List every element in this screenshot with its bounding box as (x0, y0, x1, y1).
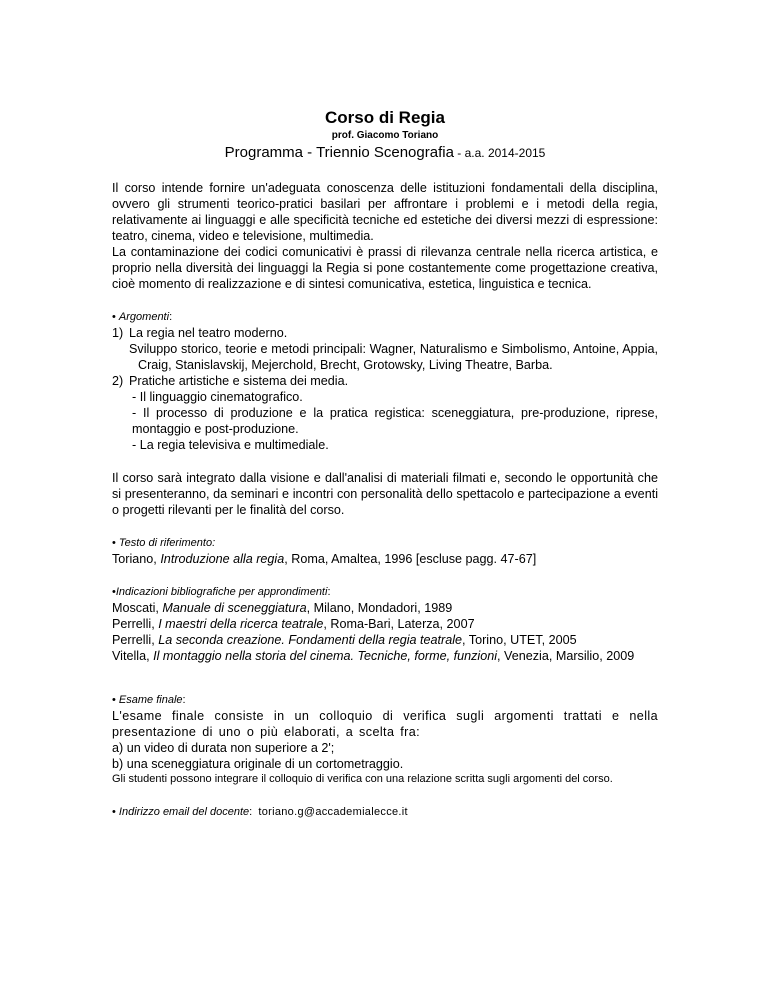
entry-rest: , Venezia, Marsilio, 2009 (497, 649, 635, 663)
esame-section (112, 692, 658, 787)
argomenti-heading-label: Argomenti (118, 311, 170, 323)
document-header (112, 108, 658, 162)
entry-author: Perrelli, (112, 633, 159, 647)
entry-rest: , Roma-Bari, Laterza, 2007 (323, 617, 475, 631)
bullet-icon: • (112, 806, 116, 818)
esame-option-b: b) una sceneggiatura originale di un cortometraggio. (112, 757, 404, 771)
esame-heading (112, 692, 658, 708)
email-section (112, 804, 658, 820)
email-colon: : (249, 806, 253, 818)
bullet-icon: • (112, 537, 116, 549)
entry-rest: , Milano, Mondadori, 1989 (306, 601, 453, 615)
bibliography-entry (112, 616, 658, 632)
document-page (112, 108, 658, 837)
bibliografia-colon: : (327, 586, 331, 598)
item-detail: Sviluppo storico, teorie e metodi principali: Wagner, Naturalismo e Simbolismo, Antoine, Appia, Craig, Stanislavskij, Mejerchold, Brecht, Grotowsky, Living Theatre, Barba. (129, 342, 658, 372)
esame-paragraph: L'esame finale consiste in un colloquio di verifica sugli argomenti trattati e nella presentazione di uno o più elaborati, a scelta fra: (112, 709, 658, 739)
integration-paragraph: Il corso sarà integrato dalla visione e dall'analisi di materiali filmati e, secondo le opportunità che si presenteranno, da seminari e incontri con personalità dello spettacolo e partecipazione a eventi o progetti rilevanti per le finalità del corso. (112, 471, 658, 517)
bullet-icon: • (112, 694, 116, 706)
bibliografia-section (112, 584, 658, 664)
esame-heading-label: Esame finale (118, 694, 183, 706)
bibliografia-heading (112, 584, 658, 600)
testo-rest: , Roma, Amaltea, 1996 [escluse pagg. 47-67] (284, 552, 537, 566)
bibliography-entry (112, 648, 658, 664)
entry-title: I maestri della ricerca teatrale (158, 617, 324, 631)
email-heading-label: Indirizzo email del docente (118, 806, 250, 818)
program-subtitle (112, 144, 658, 162)
sub-item: - La regia televisiva e multimediale. (132, 438, 329, 452)
esame-option-a: a) un video di durata non superiore a 2'; (112, 741, 335, 755)
argomenti-colon: : (169, 311, 173, 323)
argomenti-item-2 (112, 373, 658, 389)
argomenti-list (112, 325, 658, 453)
testo-reference (112, 551, 658, 567)
program-main: Programma - Triennio Scenografia (224, 144, 454, 161)
esame-colon: : (182, 694, 186, 706)
testo-colon: : (212, 537, 216, 549)
testo-heading-label: Testo di riferimento (118, 537, 213, 549)
program-year: - a.a. 2014-2015 (453, 146, 546, 160)
item-title: Pratiche artistiche e sistema dei media. (129, 374, 349, 388)
entry-author: Moscati, (112, 601, 163, 615)
testo-section (112, 535, 658, 567)
bullet-icon: • (112, 311, 116, 323)
argomenti-item-1 (112, 325, 658, 341)
entry-author: Perrelli, (112, 617, 159, 631)
intro-paragraph-1: Il corso intende fornire un'adeguata conoscenza delle istituzioni fondamentali della disciplina, ovvero gli strumenti teorico-pratici basilari per affrontare i problemi e i metodi della regia, relativamente ai linguaggi e alle specificità tecniche ed estetiche dei diversi mezzi di espressione: teatro, cinema, video e televisione, multimedia. (112, 181, 658, 243)
sub-item: - Il linguaggio cinematografico. (132, 390, 303, 404)
item-number: 1) (112, 326, 124, 340)
bibliography-entry (112, 632, 658, 648)
esame-note: Gli studenti possono integrare il colloquio di verifica con una relazione scritta sugli argomenti del corso. (112, 773, 613, 785)
entry-title: Manuale di sceneggiatura (162, 601, 307, 615)
bibliografia-heading-label: Indicazioni bibliografiche per approndimenti (115, 586, 328, 598)
sub-item: - Il processo di produzione e la pratica registica: sceneggiatura, pre-produzione, riprese, montaggio e post-produzione. (132, 406, 658, 436)
testo-heading (112, 535, 658, 551)
item-title: La regia nel teatro moderno. (129, 326, 288, 340)
testo-book-title: Introduzione alla regia (160, 552, 285, 566)
email-heading (112, 804, 658, 820)
email-address: toriano.g@accademialecce.it (258, 806, 408, 818)
testo-author: Toriano, (112, 552, 161, 566)
entry-author: Vitella, (112, 649, 154, 663)
argomenti-section (112, 309, 658, 453)
intro-paragraph-2: La contaminazione dei codici comunicativi è prassi di rilevanza centrale nella ricerca artistica, e proprio nella diversità dei linguaggi la Regia si pone costantemente come progettazione creativa, cioè momento di realizzazione e di sintesi comunicativa, estetica, linguistica e tecnica. (112, 245, 658, 291)
bibliography-entry (112, 600, 658, 616)
integration-section (112, 470, 658, 518)
bullet-icon: • (112, 586, 116, 598)
entry-rest: , Torino, UTET, 2005 (462, 633, 577, 647)
entry-title: Il montaggio nella storia del cinema. Tecniche, forme, funzioni (153, 649, 498, 663)
intro-section (112, 180, 658, 292)
professor-name: prof. Giacomo Toriano (331, 130, 439, 141)
course-title: Corso di Regia (325, 108, 445, 127)
item-number: 2) (112, 374, 124, 388)
argomenti-heading (112, 309, 658, 325)
entry-title: La seconda creazione. Fondamenti della regia teatrale (158, 633, 463, 647)
